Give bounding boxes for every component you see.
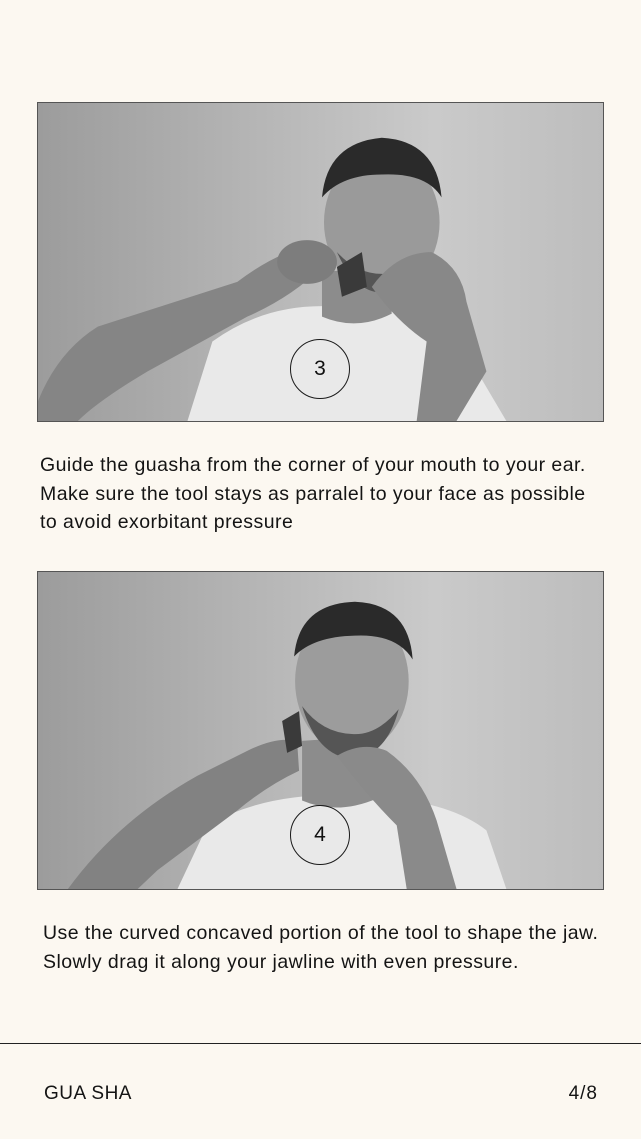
footer-divider [0, 1043, 641, 1044]
step-4-photo [37, 571, 604, 890]
step-number-badge: 3 [290, 339, 350, 399]
page-indicator: 4/8 [568, 1083, 598, 1104]
step-number-badge: 4 [290, 805, 350, 865]
step-3-instructions: Guide the guasha from the corner of your mouth to your ear. Make sure the tool stays as parralel to your face as possible to avoid exorbitant pressure [40, 454, 586, 533]
step-4-instructions: Use the curved concaved portion of the tool to shape the jaw. Slowly drag it along your jawline with even pressure. [43, 922, 599, 973]
step-3-photo [37, 102, 604, 422]
footer-title: GUA SHA [44, 1083, 132, 1104]
